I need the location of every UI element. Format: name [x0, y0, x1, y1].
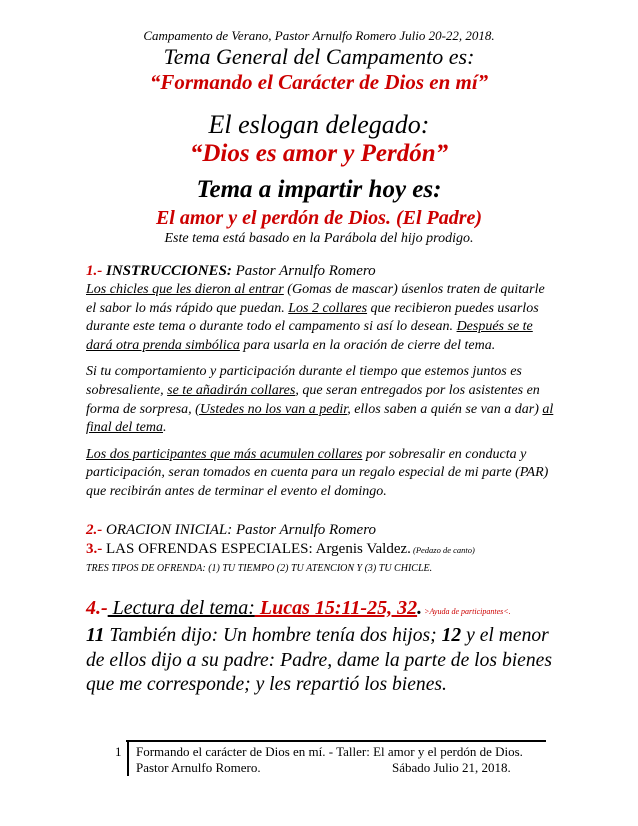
paragraph-text: que recibieron puedes usarlos durante este tema o durante todo el campamento si así lo desean.	[86, 300, 539, 335]
underlined-text: Los 2 collares	[288, 300, 368, 316]
footer-line-1: Formando el carácter de Dios en mí. - Taller: El amor y el perdón de Dios.	[136, 744, 523, 759]
section4-label: Lectura del tema:	[107, 597, 255, 619]
tema-basado-note: Este tema está basado en la Parábola del hijo prodigo.	[164, 231, 474, 246]
footer-date: Sábado Julio 21, 2018.	[392, 760, 511, 775]
tema-general-label: Tema General del Campamento es:	[163, 44, 475, 69]
section4-verse-text	[86, 624, 558, 697]
underlined-text: al final del tema	[86, 401, 554, 436]
section4-number: 4.-	[86, 597, 108, 619]
tema-hoy-label: Tema a impartir hoy es:	[196, 176, 442, 203]
section4-heading	[86, 596, 558, 624]
eslogan-quote: “Dios es amor y Perdón”	[189, 140, 449, 167]
section1-paragraph-3	[86, 446, 556, 502]
underlined-text: Los chicles que les dieron al entrar	[86, 282, 284, 297]
header-line: Campamento de Verano, Pastor Arnulfo Romero Julio 20-22, 2018.	[143, 28, 495, 43]
section-ofrendas	[86, 541, 556, 558]
verse-text: También dijo: Un hombre tenía dos hijos;	[104, 625, 442, 647]
section3-note: (Pedazo de canto)	[410, 545, 475, 555]
section1-paragraph-1	[86, 281, 556, 355]
verse-text: y el menor de ellos dijo a su padre: Padre, dame la parte de los bienes que me corresponde; y les repartió los bienes.	[86, 625, 553, 695]
paragraph-text: Si tu comportamiento y participación durante el tiempo que estemos juntos es sobresaliente,	[86, 364, 522, 398]
section2-number: 2.-	[86, 522, 103, 538]
tema-hoy-title: El amor y el perdón de Dios. (El Padre)	[155, 207, 483, 229]
section3-number: 3.-	[86, 541, 103, 557]
paragraph-text: , ellos saben a quién se van a dar)	[347, 401, 543, 417]
section4-helper: >Ayuda de participantes<.	[422, 607, 511, 616]
section1-number: 1.-	[86, 263, 103, 279]
section1-title: INSTRUCCIONES:	[102, 263, 232, 279]
underlined-text: Los dos participantes que más acumulen collares	[86, 446, 363, 462]
footer-author: Pastor Arnulfo Romero.	[136, 760, 261, 775]
eslogan-label: El eslogan delegado:	[208, 110, 430, 139]
verse-12-number: 12	[441, 625, 462, 647]
tema-general-quote: “Formando el Carácter de Dios en mí”	[149, 70, 489, 94]
footer-vertical-divider	[127, 740, 129, 776]
section2-text: ORACION INICIAL: Pastor Arnulfo Romero	[102, 522, 376, 538]
section4-reference: Lucas 15:11-25, 32	[254, 597, 418, 619]
section-instrucciones	[86, 262, 556, 502]
paragraph-text: .	[163, 420, 167, 436]
paragraph-text: (Gomas de mascar) úsenlos traten de quitarle el sabor lo más rápido que puedan.	[86, 282, 545, 316]
underlined-text: (Ustedes no los van a pedir	[195, 401, 348, 417]
underlined-text: Después se te dará otra prenda simbólica	[86, 319, 533, 353]
section1-heading	[86, 262, 556, 281]
footer-page-number: 1	[115, 744, 122, 759]
verse-11-number: 11	[86, 625, 105, 647]
paragraph-text: para usarla en la oración de cierre del tema.	[239, 337, 496, 353]
section4-dot: .	[417, 597, 423, 619]
footer-divider	[126, 740, 546, 742]
underlined-text: se te añadirán collares	[167, 382, 296, 398]
section-oracion	[86, 522, 556, 539]
paragraph-text: por sobresalir en conducta y participación, seran tomados en cuenta para un regalo especial de mi parte (PAR) que recibirán antes de terminar el evento el domingo.	[86, 446, 549, 499]
paragraph-text: , que seran entregados por los asistentes en forma de sorpresa,	[86, 382, 540, 417]
section3-tipos: TRES TIPOS DE OFRENDA: (1) TU TIEMPO (2) TU ATENCION Y (3) TU CHICLE.	[86, 563, 433, 574]
section3-text: LAS OFRENDAS ESPECIALES: Argenis Valdez.	[102, 541, 411, 557]
section1-paragraph-2	[86, 363, 556, 437]
section1-presenter: Pastor Arnulfo Romero	[231, 263, 376, 279]
section-lectura	[86, 596, 558, 697]
